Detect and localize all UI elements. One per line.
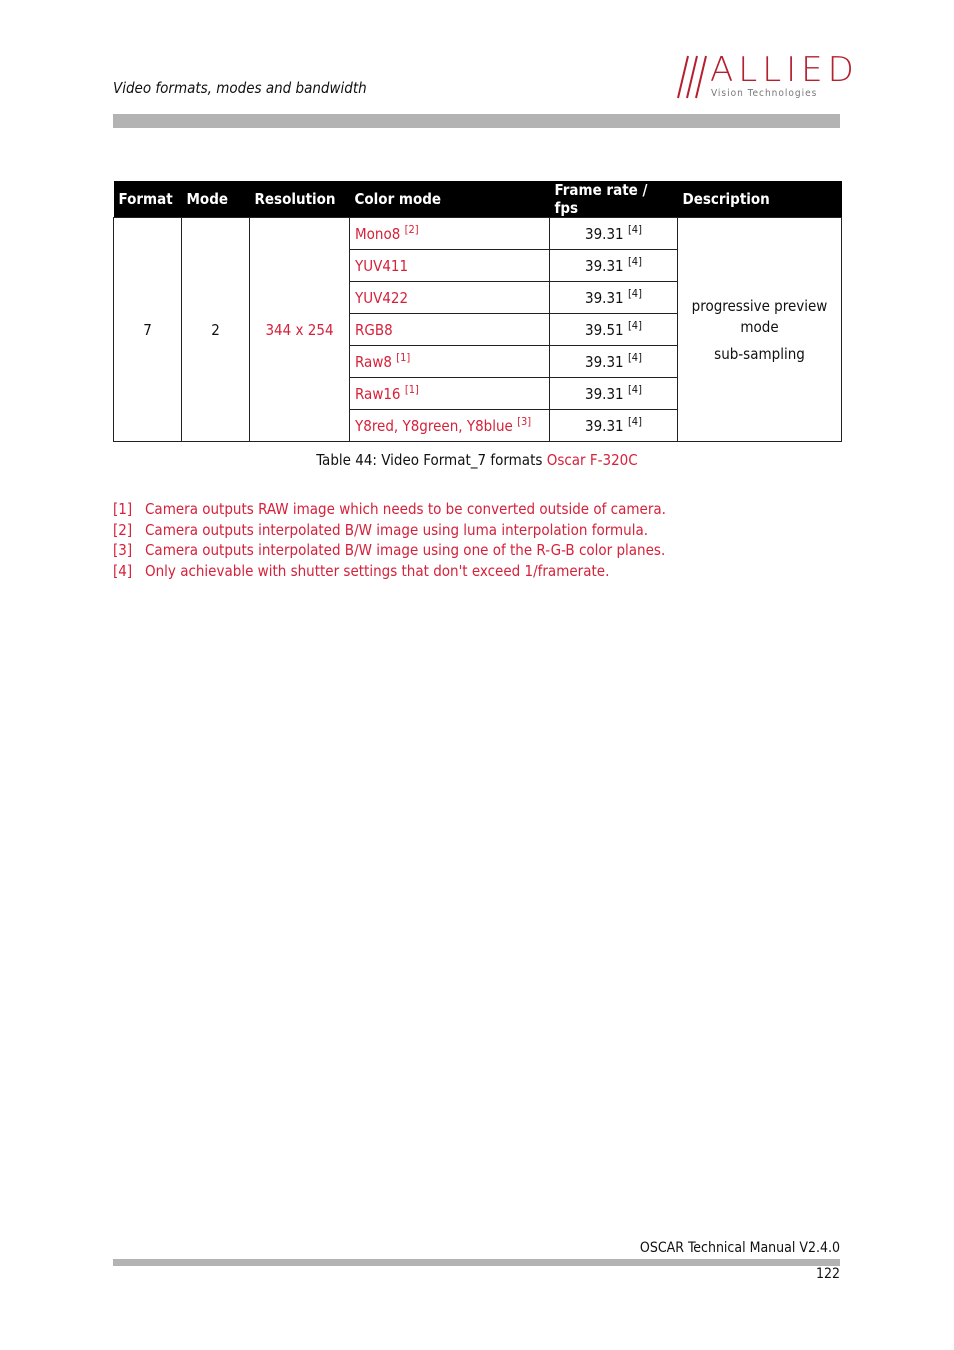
resolution-cell[interactable]: 344 x 254 <box>250 218 350 442</box>
footnote-item[interactable]: [1] Camera outputs RAW image which needs to be converted outside of camera. <box>113 500 666 518</box>
frame-rate-cell: 39.31 [4] <box>550 250 678 282</box>
logo-subtitle: Vision Technologies <box>711 88 818 99</box>
color-mode-cell[interactable]: YUV422 <box>350 282 550 314</box>
page-number: 122 <box>815 1266 840 1282</box>
format-cell: 7 <box>114 218 182 442</box>
color-mode-cell[interactable]: YUV411 <box>350 250 550 282</box>
logo-name: ALLIED <box>710 50 859 90</box>
frame-rate-cell: 39.31 [4] <box>550 410 678 442</box>
footnotes <box>113 499 666 582</box>
caption-text: Table 44: Video Format_7 formats <box>316 451 543 469</box>
frame-rate-cell: 39.31 [4] <box>550 346 678 378</box>
description-cell <box>678 218 842 442</box>
table-caption <box>113 451 841 469</box>
table-header-row <box>114 181 842 218</box>
frame-rate-cell: 39.31 [4] <box>550 282 678 314</box>
color-mode-cell[interactable]: Raw16 [1] <box>350 378 550 410</box>
frame-rate-cell: 39.31 [4] <box>550 218 678 250</box>
color-mode-cell[interactable]: Mono8 [2] <box>350 218 550 250</box>
footnote-item[interactable]: [3] Camera outputs interpolated B/W image using one of the R-G-B color planes. <box>113 541 666 560</box>
frame-rate-cell: 39.31 [4] <box>550 378 678 410</box>
header-description: Description <box>678 181 842 218</box>
header-mode: Mode <box>182 181 250 218</box>
caption-link[interactable]: Oscar F-320C <box>546 451 638 469</box>
table-row <box>114 218 842 250</box>
header-resolution: Resolution <box>250 181 350 218</box>
footnote-item[interactable]: [4] Only achievable with shutter settings that don't exceed 1/framerate. <box>113 562 610 581</box>
section-title: Video formats, modes and bandwidth <box>113 79 367 97</box>
frame-rate-cell: 39.51 [4] <box>550 314 678 346</box>
header-rule <box>113 114 840 128</box>
header-color-mode: Color mode <box>350 181 550 218</box>
description-line-1: progressive preview mode <box>691 297 828 336</box>
color-mode-cell[interactable]: RGB8 <box>350 314 550 346</box>
footnote-item[interactable]: [2] Camera outputs interpolated B/W image using luma interpolation formula. <box>113 520 649 539</box>
manual-title: OSCAR Technical Manual V2.4.0 <box>639 1240 840 1256</box>
color-mode-cell[interactable]: Raw8 [1] <box>350 346 550 378</box>
logo-slashes-icon <box>668 54 708 100</box>
footer-rule <box>113 1259 840 1266</box>
video-format-table <box>113 181 842 442</box>
mode-cell: 2 <box>182 218 250 442</box>
allied-logo <box>668 50 859 102</box>
header-format: Format <box>114 181 182 218</box>
color-mode-cell[interactable]: Y8red, Y8green, Y8blue [3] <box>350 410 550 442</box>
header-frame-rate: Frame rate / fps <box>550 181 678 218</box>
description-line-2: sub-sampling <box>714 345 805 363</box>
